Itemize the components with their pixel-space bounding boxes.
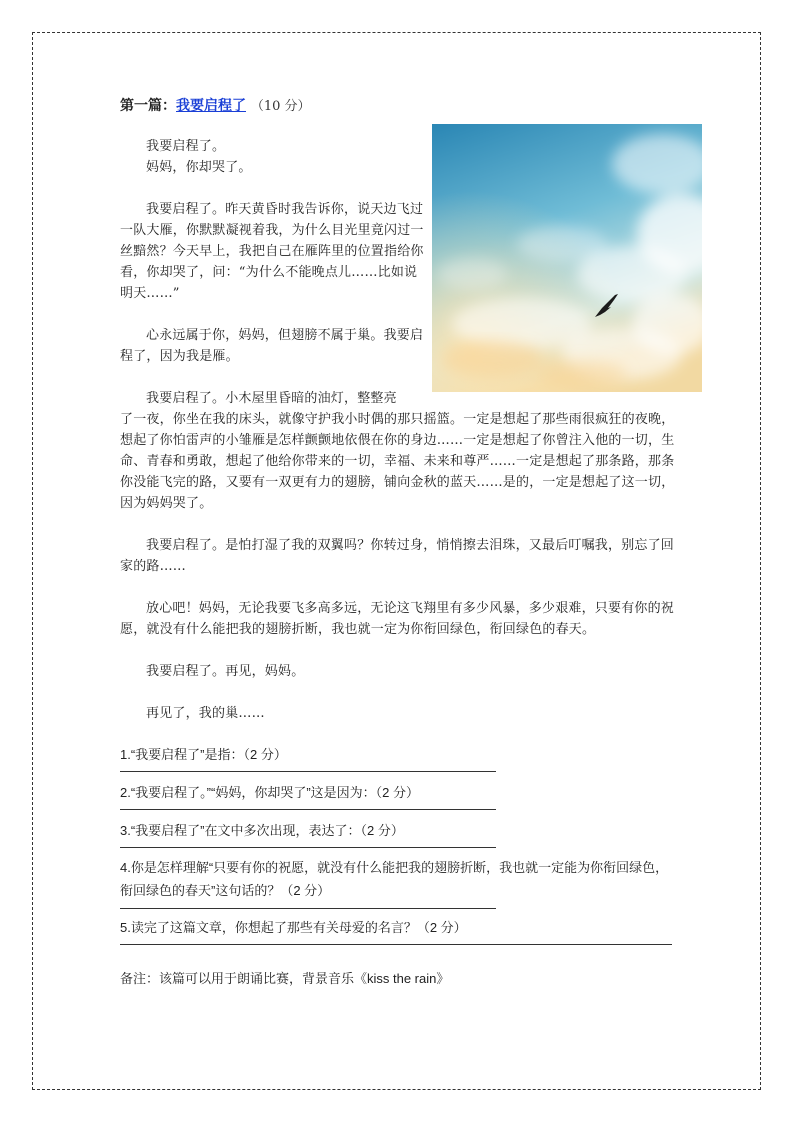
article (120, 96, 676, 989)
article-title (120, 96, 676, 116)
title-label: 第一篇： (120, 98, 176, 114)
paragraph: 我要启程了。小木屋里昏暗的油灯，整整亮 (146, 391, 397, 406)
title-link[interactable]: 我要启程了 (176, 98, 246, 114)
paragraph: 放心吧！妈妈，无论我要飞多高多远，无论这飞翔里有多少风暴，多少艰难，只要有你的祝愿，就没有什么能把我的翅膀折断，我也就一定为你衔回绿色，衔回绿色的春天。 (120, 601, 675, 637)
question-2: 2.“我要启程了。”“妈妈，你却哭了”这是因为：（2 分） (120, 785, 420, 800)
sky-illustration (432, 124, 702, 392)
paragraph: 了一夜，你坐在我的床头，就像守护我小时偶的那只摇篮。一定是想起了那些雨很疯狂的夜晚，想起了你怕雷声的小雏雁是怎样颤颤地依偎在你的身边……一定是想起了你曾注入他的一切，生命、青春和勇敢，想起了他给你带来的一切，幸福、未来和尊严……一定是想起了那条路，那条你没能飞完的路，又要有一双更有力的翅膀，铺向金秋的蓝天……是的，一定是想起了这一切，因为妈妈哭了。 (120, 412, 675, 511)
question-4: 4.你是怎样理解“只要有你的祝愿，就没有什么能把我的翅膀折断，我也就一定能为你衔回绿色，衔回绿色的春天”这句话的？（2 分） (120, 860, 669, 898)
paragraph: 我要启程了。是怕打湿了我的双翼吗？你转过身，悄悄擦去泪珠，又最后叮嘱我，别忘了回家的路…… (120, 538, 675, 574)
poem-line: 妈妈，你却哭了。 (146, 160, 252, 175)
title-score: （10 分） (250, 99, 311, 114)
paragraph: 我要启程了。再见，妈妈。 (146, 664, 305, 679)
note: 备注：该篇可以用于朗诵比赛，背景音乐《kiss the rain》 (120, 971, 450, 986)
question-1: 1.“我要启程了”是指：（2 分） (120, 747, 287, 762)
question-5: 5.读完了这篇文章，你想起了那些有关母爱的名言？（2 分） (120, 920, 467, 935)
poem-line: 我要启程了。 (146, 139, 226, 154)
sky-bird-image (432, 124, 702, 392)
paragraph: 我要启程了。昨天黄昏时我告诉你，说天边飞过一队大雁，你默默凝视着我，为什么目光里竟闪过一丝黯然？今天早上，我把自己在雁阵里的位置指给你看，你却哭了，问：“为什么不能晚点儿……比如说明天……” (120, 202, 424, 301)
paragraph: 心永远属于你，妈妈，但翅膀不属于巢。我要启程了，因为我是雁。 (120, 328, 424, 364)
question-3: 3.“我要启程了”在文中多次出现，表达了：（2 分） (120, 823, 404, 838)
paragraph: 再见了，我的巢…… (146, 706, 265, 721)
